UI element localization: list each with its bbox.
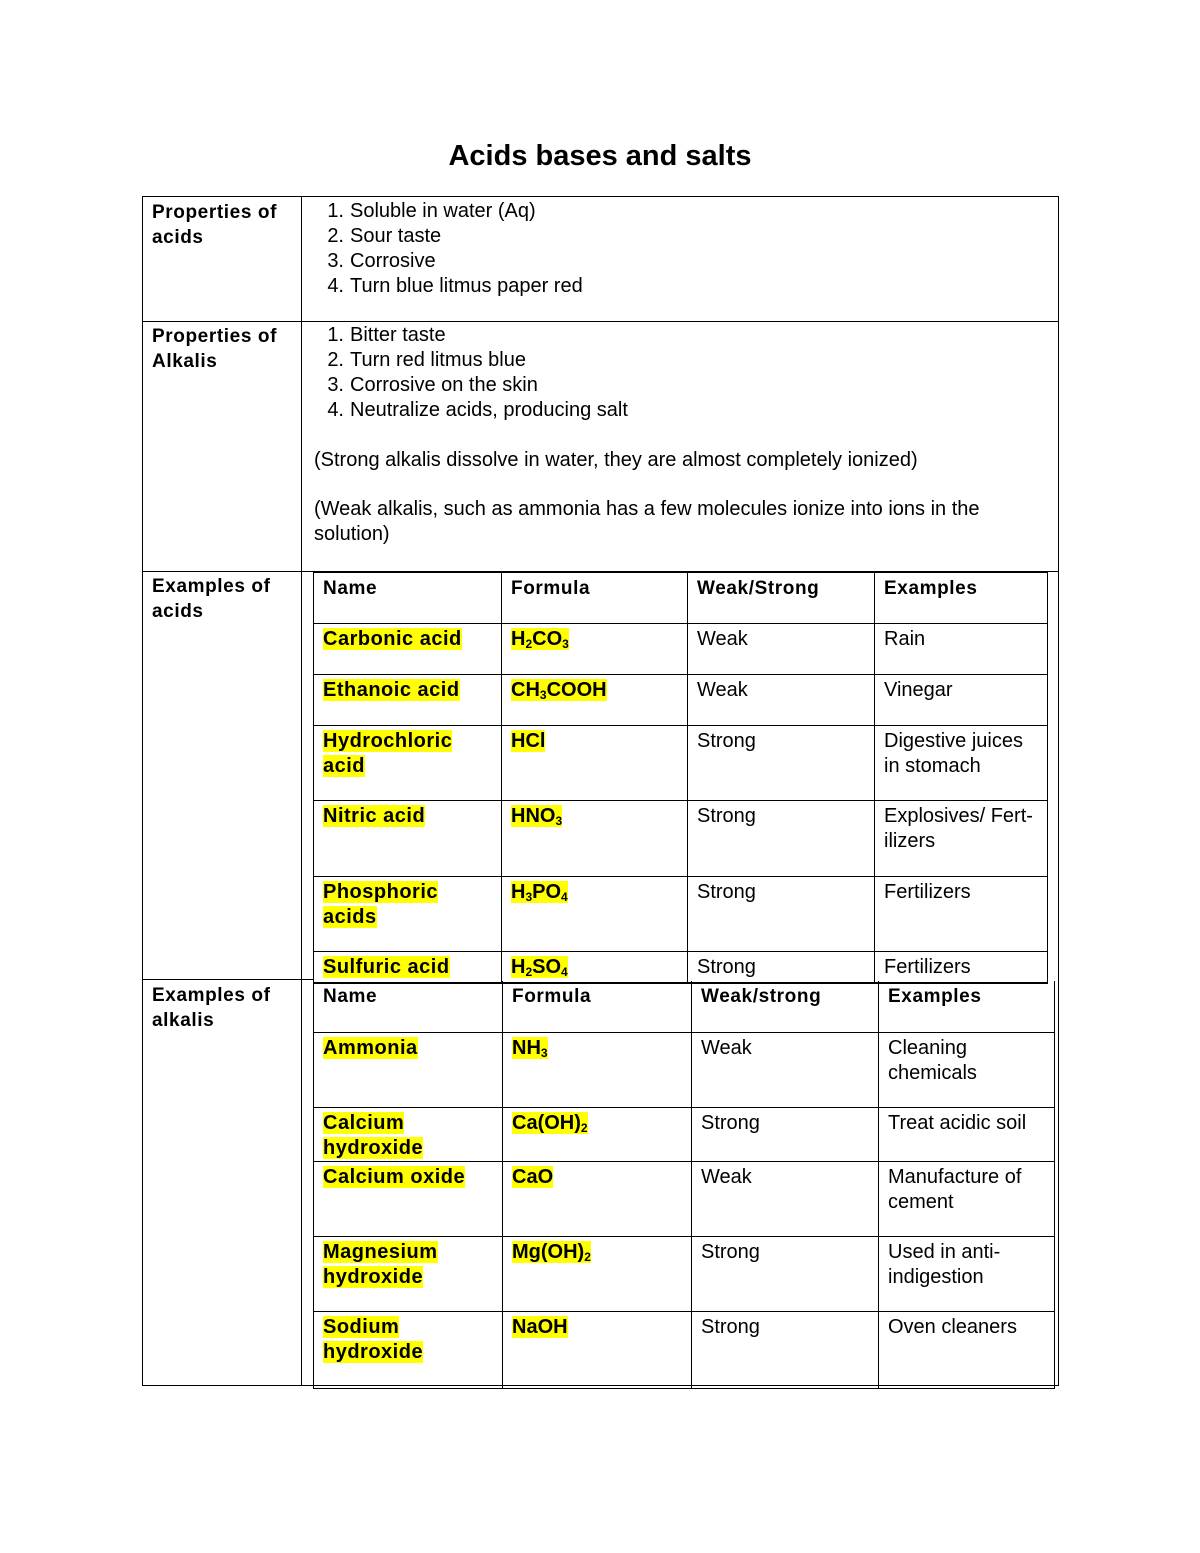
header-name: Name	[314, 573, 502, 624]
alkali-example: Oven cleaners	[879, 1311, 1055, 1388]
table-header-row	[314, 981, 1055, 1032]
table-row	[314, 877, 1048, 952]
table-row	[314, 726, 1048, 801]
table-row	[314, 624, 1048, 675]
alkali-strength: Weak	[692, 1032, 879, 1107]
column-divider	[301, 197, 302, 1385]
alkali-formula: $Mg(OH)_2$	[512, 1240, 591, 1264]
acid-examples-table	[313, 572, 1048, 984]
acid-name: Nitric acid	[323, 805, 426, 827]
row-divider	[143, 321, 1058, 322]
alkali-name: Ammonia	[323, 1036, 418, 1059]
row-divider	[143, 979, 313, 980]
acid-examples-label: Examples of acids	[152, 576, 271, 622]
acid-example: Vinegar	[875, 675, 1048, 726]
alkali-name: Calcium oxide	[323, 1165, 466, 1188]
list-item: 2. Turn red litmus blue	[327, 349, 526, 371]
acid-strength: Strong	[688, 801, 875, 877]
acid-name: Phosphoric acids	[323, 881, 439, 928]
table-header-row	[314, 573, 1048, 624]
acid-strength: Strong	[688, 952, 875, 983]
alkali-formula: NaOH	[512, 1315, 568, 1338]
alkali-example: Treat acidic soil	[879, 1107, 1055, 1161]
table-row	[314, 952, 1048, 983]
strong-alkalis-note: (Strong alkalis dissolve in water, they are almost completely ionized)	[314, 449, 918, 471]
acids-props-label: Properties of acids	[152, 202, 277, 248]
header-strength: Weak/strong	[692, 981, 879, 1032]
alkali-name: Sodium hydroxide	[323, 1315, 424, 1363]
alkali-formula: CaO	[512, 1165, 554, 1188]
acid-formula: $H_2SO_4$	[511, 956, 568, 979]
alkali-strength: Strong	[692, 1236, 879, 1311]
acid-name: Carbonic acid	[323, 628, 462, 650]
header-strength: Weak/Strong	[688, 573, 875, 624]
table-row	[314, 1032, 1055, 1107]
alkali-examples-label: Examples of alkalis	[152, 985, 271, 1031]
alkali-strength: Strong	[692, 1107, 879, 1161]
alkali-strength: Strong	[692, 1311, 879, 1388]
acid-name: Ethanoic acid	[323, 679, 460, 701]
acid-formula: $HNO_3$	[511, 805, 563, 828]
alkali-example: Used in anti-indigestion	[879, 1236, 1055, 1311]
alkali-strength: Weak	[692, 1161, 879, 1236]
acid-name: Hydrochloric acid	[323, 730, 453, 777]
acid-example: Explosives/ Fert-ilizers	[875, 801, 1048, 877]
acid-example: Rain	[875, 624, 1048, 675]
acid-strength: Strong	[688, 877, 875, 952]
table-row	[314, 1161, 1055, 1236]
alkali-example: Manufacture of cement	[879, 1161, 1055, 1236]
acid-formula: $CH_3COOH$	[511, 679, 607, 702]
acid-example: Fertilizers	[875, 877, 1048, 952]
table-row	[314, 1311, 1055, 1388]
weak-alkalis-note: (Weak alkalis, such as ammonia has a few molecules ionize into ions in the solution)	[314, 498, 980, 545]
list-item: 2. Sour taste	[327, 225, 442, 247]
acid-strength: Strong	[688, 726, 875, 801]
alkali-examples-table	[313, 981, 1055, 1389]
main-table	[142, 196, 1059, 1386]
alkalis-props-list	[308, 323, 628, 423]
acid-formula: $H_3PO_4$	[511, 881, 568, 904]
list-item: 1. Bitter taste	[327, 324, 446, 346]
header-name: Name	[314, 981, 503, 1032]
header-examples: Examples	[879, 981, 1055, 1032]
header-formula: Formula	[502, 573, 688, 624]
header-examples: Examples	[875, 573, 1048, 624]
list-item: 1. Soluble in water (Aq)	[327, 200, 536, 222]
acid-formula: HCl	[511, 730, 546, 752]
alkali-name: Calcium hydroxide	[323, 1111, 424, 1159]
alkali-example: Cleaning chemicals	[879, 1032, 1055, 1107]
table-row	[314, 1236, 1055, 1311]
acids-props-list	[308, 199, 583, 299]
acid-name: Sulfuric acid	[323, 956, 450, 978]
table-row	[314, 1107, 1055, 1161]
alkali-name: Magnesium hydroxide	[323, 1240, 438, 1288]
list-item: 3. Corrosive	[327, 250, 436, 272]
alkali-formula: $Ca(OH)_2$	[512, 1111, 588, 1135]
acid-example: Digestive juices in stomach	[875, 726, 1048, 801]
acid-strength: Weak	[688, 624, 875, 675]
page-title: Acids bases and salts	[448, 140, 752, 172]
list-item: 3. Corrosive on the skin	[327, 374, 538, 396]
acid-example: Fertilizers	[875, 952, 1048, 983]
table-row	[314, 675, 1048, 726]
list-item: 4. Neutralize acids, producing salt	[327, 399, 628, 421]
alkalis-props-label: Properties of Alkalis	[152, 326, 277, 372]
table-row	[314, 801, 1048, 877]
header-formula: Formula	[503, 981, 692, 1032]
acid-strength: Weak	[688, 675, 875, 726]
list-item: 4. Turn blue litmus paper red	[327, 275, 583, 297]
acid-formula: $H_2CO_3$	[511, 628, 569, 651]
alkali-formula: $NH_3$	[512, 1036, 548, 1060]
